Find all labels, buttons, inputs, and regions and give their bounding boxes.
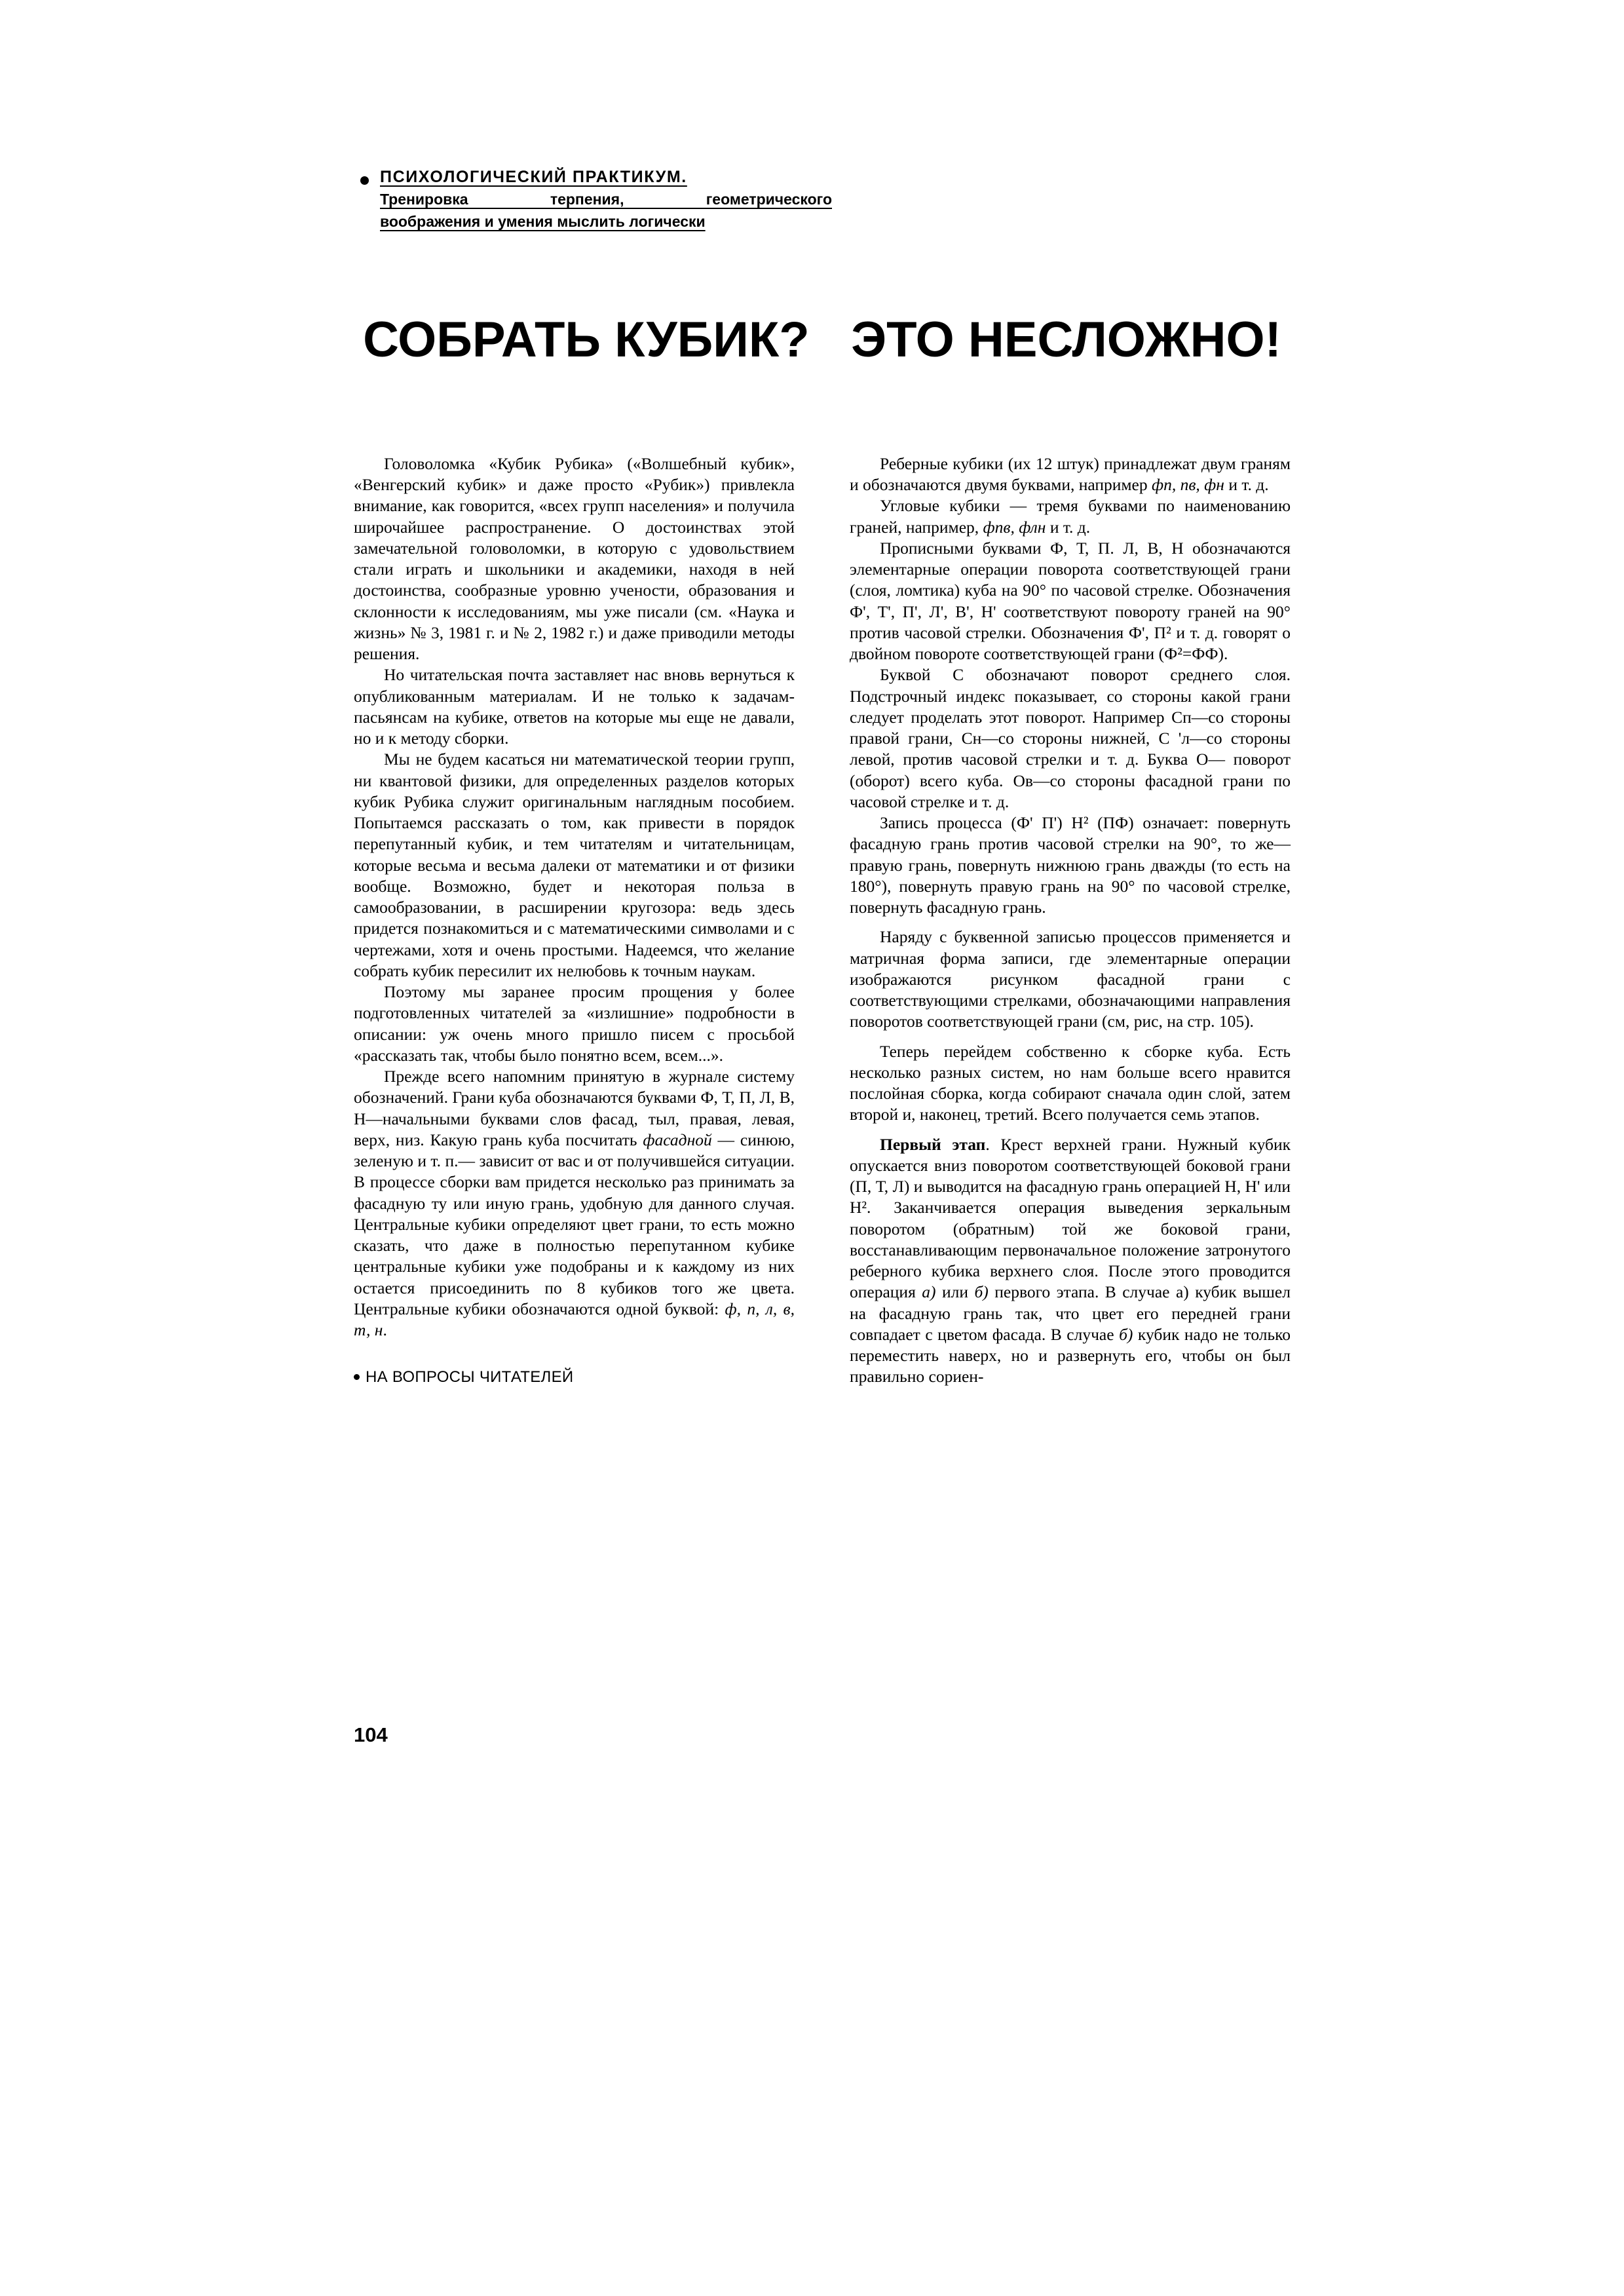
paragraph (354, 1066, 795, 1341)
left-column (354, 453, 795, 1388)
paragraph-part: и т. д. (1224, 475, 1269, 495)
paragraph-part: или (935, 1282, 975, 1302)
article-columns (354, 453, 1291, 1388)
page-number: 104 (354, 1723, 388, 1746)
paragraph-part: Угловые кубики — тремя буквами по наименованию граней, например, (850, 496, 1291, 537)
emphasis-edge-labels: фп, пв, фн (1152, 475, 1224, 495)
bullet-icon (360, 176, 369, 185)
paragraph (850, 453, 1291, 496)
paragraph: Буквой С обозначают поворот среднего слоя. Подстрочный индекс показывает, со стороны какой грани следует проделать этот поворот. Например Сп—со стороны правой грани, Сн—со стороны нижней, С 'л—со стороны левой, против часовой стрелки и т. д. Буква О— поворот (оборот) всего куба. Ов—со стороны фасадной грани по часовой стрелке и т. д. (850, 665, 1291, 811)
paragraph-part: . (383, 1320, 387, 1340)
emphasis-case-b2: б) (1119, 1324, 1133, 1344)
paragraph: Но читательская почта заставляет нас вновь вернуться к опубликованным материалам. И не только к задачам-пасьянсам на кубике, ответов на которые мы еще не давали, но и к методу сборки. (354, 665, 795, 748)
paragraph: Прописными буквами Ф, Т, П. Л, В, Н обозначаются элементарные операции поворота соответствующей грани (слоя, ломтика) куба на 90° по часовой стрелке. Обозначения Ф', Т', П', Л', В', Н' соответствуют повороту граней на 90° против часовой стрелки. Обозначения Ф', П² и т. д. говорят о двойном повороте соответствующей грани (Ф²=ФФ). (850, 538, 1291, 664)
paragraph-part: — синюю, зеленую и т. п.— зависит от вас и от получившейся ситуации. В процессе сборки вам придется несколько раз принимать за фасадную ту или иную грань, удобную для данного случая. Центральные кубики определяют цвет грани, то есть можно сказать, что даже в полностью перепутанном кубике центральные кубики уже подобраны и к каждому из них остается присоединить по 8 кубиков того же цвета. Центральные кубики обозначаются одной буквой: (354, 1130, 795, 1318)
rubric-subtitle-line2: воображения и умения мыслить логически (380, 212, 706, 230)
paragraph-first-stage (850, 1134, 1291, 1388)
paragraph-part: . Крест верхней грани. Нужный кубик опускается вниз поворотом соответствующей боковой грани (П, Т, Л) и выводится на фасадную грань операцией Н, Н' или Н². Заканчивается операция выведения зеркальным поворотом (обратным) той же боковой грани, восстанавливающим первоначальное положение затронутого реберного кубика верхнего слоя. После этого проводится операция (850, 1134, 1291, 1302)
page-content (354, 167, 1291, 1388)
paragraph: Поэтому мы заранее просим прощения у более подготовленных читателей за «излишние» подробности в описании: уж очень много пришло писем с просьбой «рассказать так, чтобы было понятно всем, всем...». (354, 982, 795, 1065)
paragraph: Теперь перейдем собственно к сборке куба. Есть несколько разных систем, но нам больше всего нравится послойная сборка, когда собирают сначала один слой, затем второй и, наконец, третий. Всего получается семь этапов. (850, 1041, 1291, 1124)
paragraph: Мы не будем касаться ни математической теории групп, ни квантовой физики, для определенных разделов которых кубик Рубика служит оригинальным наглядным пособием. Попытаемся рассказать о том, как привести в порядок перепутанный кубик, и тем читателям и читательницам, которые весьма и весьма далеки от математики и от физики вообще. Возможно, будет и некоторая польза в самообразовании, в расширении кругозора: ведь здесь придется познакомиться и с математическими символами и с чертежами, хотя и очень простыми. Надеемся, что желание собрать кубик пересилит их нелюбовь к точным наукам. (354, 750, 795, 980)
emphasis-case-a: а) (922, 1282, 936, 1302)
bullet-icon (354, 1374, 360, 1380)
rubric-subtitle-line1: Тренировка терпения, геометрического (380, 191, 832, 208)
paragraph-part: первого этапа. В случае а) кубик вышел на фасадную грань так, что цвет его передней грани совпадает с цветом фасада. В случае (850, 1282, 1291, 1344)
rubric-header (354, 167, 1291, 233)
right-column (850, 453, 1291, 1388)
rubric-title: ПСИХОЛОГИЧЕСКИЙ ПРАКТИКУМ. (380, 168, 687, 186)
readers-note-label: НА ВОПРОСЫ ЧИТАТЕЛЕЙ (366, 1368, 574, 1387)
readers-questions-note (354, 1368, 795, 1387)
first-stage-label: Первый этап (880, 1134, 986, 1154)
paragraph: Головоломка «Кубик Рубика» («Волшебный кубик», «Венгерский кубик» и даже просто «Рубик») привлекла внимание, как говорится, «всех групп населения» и получила широчайшее распространение. О достоинствах этой замечательной головоломки, в которую с удовольствием стали играть и школьники и академики, находя в ней достоинства, сообразные уровню учености, образования и склонности к исследованиям, мы уже писали (см. «Наука и жизнь» № 3, 1981 г. и № 2, 1982 г.) и даже приводили методы решения. (354, 453, 795, 664)
emphasis-fasadnoy: фасадной (643, 1130, 712, 1149)
paragraph: Запись процесса (Ф' П') Н² (ПФ) означает: повернуть фасадную грань против часовой стрелки на 90°, то же—правую грань, повернуть нижнюю грань дважды (то есть на 180°), повернуть правую грань на 90° по часовой стрелке, повернуть фасадную грань. (850, 813, 1291, 917)
paragraph: Наряду с буквенной записью процессов применяется и матричная форма записи, где элементарные операции изображаются рисунком фасадной грани с соответствующими стрелками, обозначающими направления поворотов соответствующей грани (см, рис, на стр. 105). (850, 927, 1291, 1031)
paragraph-part: и т. д. (1046, 517, 1091, 537)
emphasis-corner-labels: фпв, флн (983, 517, 1046, 537)
paragraph-part: Реберные кубики (их 12 штук) принадлежат двум граням и обозначаются двумя буквами, например (850, 453, 1291, 495)
paragraph (850, 495, 1291, 538)
paragraph-part: кубик надо не только переместить наверх, но и развернуть его, чтобы он был правильно сориен- (850, 1324, 1291, 1387)
emphasis-center-letters: ф, п, л, в, т, н (354, 1299, 795, 1340)
emphasis-case-b: б) (974, 1282, 989, 1302)
rubric-subtitle (380, 189, 832, 233)
paragraph-part: Прежде всего напомним принятую в журнале систему обозначений. Грани куба обозначаются буквами Ф, Т, П, Л, В, Н—начальными буквами слов фасад, тыл, правая, левая, верх, низ. Какую грань куба посчитать (354, 1067, 795, 1149)
page-title: СОБРАТЬ КУБИК? ЭТО НЕСЛОЖНО! (363, 311, 1281, 368)
